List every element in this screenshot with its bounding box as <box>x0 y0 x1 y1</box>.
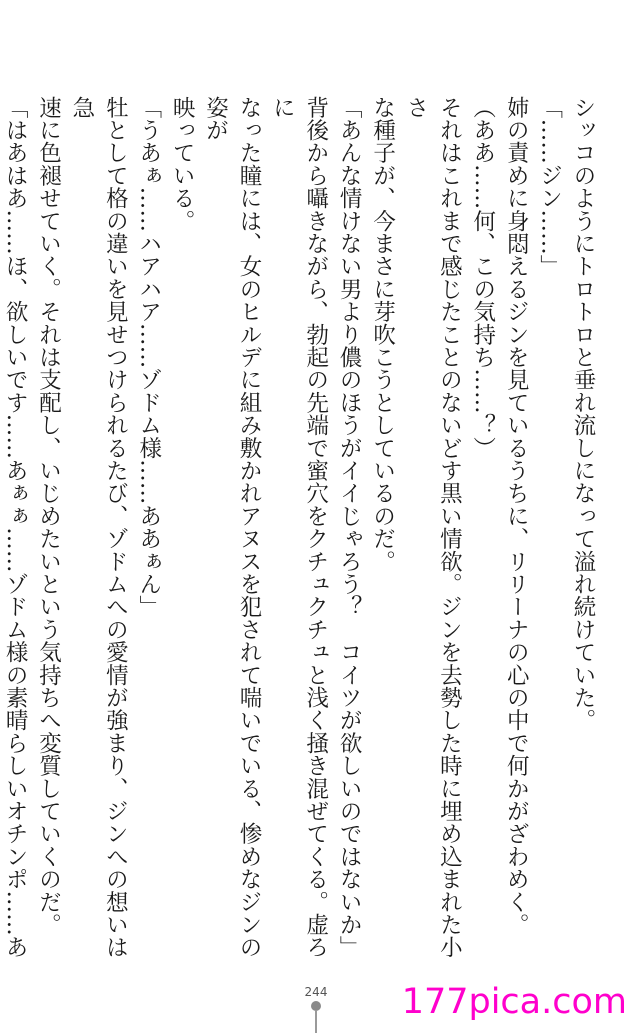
text-line: 「うあぁ……ハアハア……ゾドム様……ああぁん」 <box>135 96 162 619</box>
text-line: 牡として格の違いを見せつけられるたび、ゾドムへの愛情が強まり、ジンへの想いは急 <box>68 96 129 959</box>
text-line: 姉の責めに身悶えるジンを見ているうちに、リリーナの心の中で何かがざわめく。 <box>503 96 530 936</box>
text-line: 映っている。 <box>169 96 196 233</box>
text-line: 「あんな情けない男より儂のほうがイイじゃろう？ コイツが欲しいのではないか」 <box>336 96 363 959</box>
text-line: 「はあはあ……ほ、欲しいです……あぁぁ……ゾドム様の素晴らしいオチンポ……あ <box>2 96 29 959</box>
page-marker-line <box>315 1011 317 1033</box>
text-line: シッコのようにトロトロと垂れ流しになって溢れ続けていた。 <box>570 96 596 732</box>
page-marker-dot <box>311 1001 321 1011</box>
watermark-text: 177pica.com <box>401 982 627 1022</box>
text-line: 背後から囁きながら、勃起の先端で蜜穴をクチュクチュと浅く掻き混ぜてくる。虚ろに <box>269 96 329 959</box>
text-line: （ああ……何、この気持ち……？） <box>469 96 496 460</box>
text-line: 速に色褪せていく。それは支配し、いじめたいという気持ちへ変質していくのだ。 <box>35 96 62 936</box>
text-line: 「……ジン……」 <box>536 96 563 278</box>
page-number: 244 <box>304 985 328 999</box>
text-line: それはこれまで感じたことのないどす黒い情欲。ジンを去勢した時に埋め込まれた小さ <box>402 96 463 959</box>
vertical-text-block <box>2 96 599 976</box>
text-line: なった瞳には、女のヒルデに組み敷かれアヌスを犯されて喘いでいる、惨めなジンの姿が <box>202 96 262 959</box>
text-line: な種子が、今まさに芽吹こうとしているのだ。 <box>369 96 396 573</box>
